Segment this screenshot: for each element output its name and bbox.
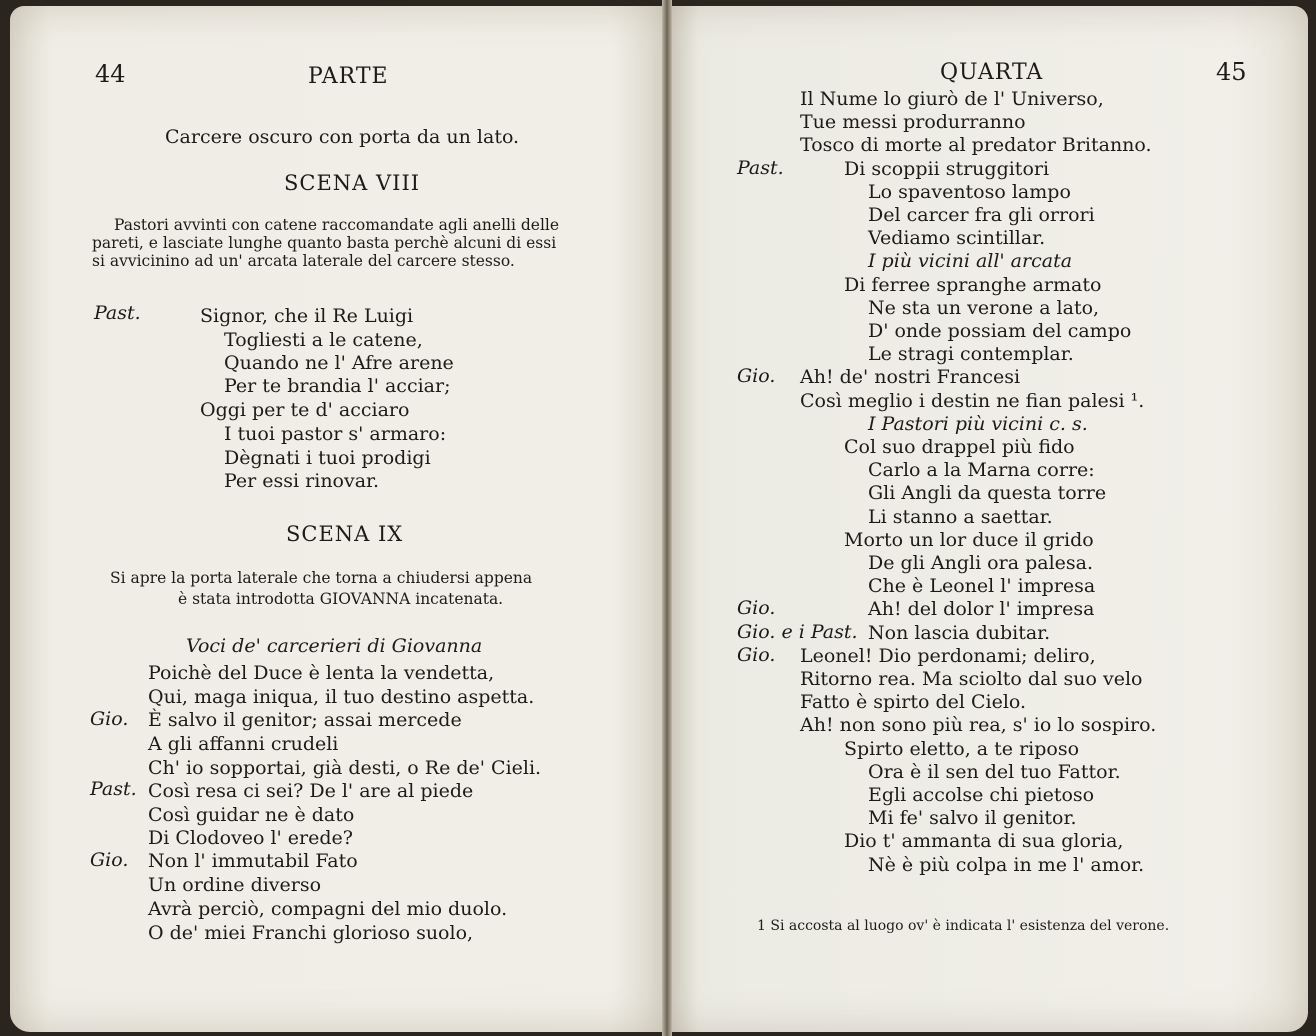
verse-line: Tosco di morte al predator Britanno. <box>800 134 1152 156</box>
verse-line: Per essi rinovar. <box>224 470 380 492</box>
left-page <box>10 6 666 1032</box>
verse-line: Lo spaventoso lampo <box>868 181 1071 203</box>
dialogue-line: Ch' io sopportai, già desti, o Re de' Cieli. <box>148 757 542 779</box>
verse-line: D' onde possiam del campo <box>868 320 1132 342</box>
scene-viii-title: SCENA VIII <box>284 171 421 195</box>
speaker-label: Gio. <box>737 597 776 619</box>
book-gutter <box>662 0 672 1036</box>
right-running-head: QUARTA <box>940 60 1044 85</box>
dialogue-line: Non l' immutabil Fato <box>148 850 358 872</box>
dialogue-line: Poichè del Duce è lenta la vendetta, <box>148 662 495 684</box>
verse-line: Ne sta un verone a lato, <box>868 297 1100 319</box>
verse-line: Oggi per te d' acciaro <box>200 399 410 421</box>
speaker-label: Past. <box>737 157 784 179</box>
dialogue-line: Qui, maga iniqua, il tuo destino aspetta. <box>148 686 535 708</box>
scene-ix-direction-line: è stata introdotta GIOVANNA incatenata. <box>178 590 504 608</box>
dialogue-line: A gli affanni crudeli <box>148 733 339 755</box>
speaker-label: Past. <box>94 302 141 324</box>
verse-line: Leonel! Dio perdonami; deliro, <box>800 645 1096 667</box>
dialogue-line: Avrà perciò, compagni del mio duolo. <box>148 898 508 920</box>
scene-viii-direction-line: Pastori avvinti con catene raccomandate agli anelli delle <box>114 216 560 234</box>
speaker-label: Gio. <box>737 365 776 387</box>
verse-line: Spirto eletto, a te riposo <box>844 738 1080 760</box>
verse-line: Morto un lor duce il grido <box>844 529 1094 551</box>
verse-line: Ah! de' nostri Francesi <box>800 366 1021 388</box>
dialogue-line: Di Clodoveo l' erede? <box>148 827 353 849</box>
verse-line: De gli Angli ora palesa. <box>868 552 1094 574</box>
dialogue-line: O de' miei Franchi glorioso suolo, <box>148 922 474 944</box>
verse-line: Il Nume lo giurò de l' Universo, <box>800 88 1104 110</box>
verse-line: Carlo a la Marna corre: <box>868 459 1095 481</box>
verse-line: Dio t' ammanta di sua gloria, <box>844 830 1124 852</box>
verse-line: Fatto è spirto del Cielo. <box>800 691 1027 713</box>
verse-line: Ora è il sen del tuo Fattor. <box>868 761 1121 783</box>
verse-line: Togliesti a le catene, <box>224 329 423 351</box>
verse-line: Ah! del dolor l' impresa <box>868 598 1095 620</box>
verse-line: Li stanno a saettar. <box>868 506 1053 528</box>
verse-line: Così meglio i destin ne fian palesi ¹. <box>800 390 1145 412</box>
speaker-label: Past. <box>90 778 137 800</box>
verse-line: Per te brandia l' acciar; <box>224 375 451 397</box>
right-page-number: 45 <box>1216 58 1247 86</box>
speaker-label: Gio. <box>90 849 129 871</box>
dialogue-line: È salvo il genitor; assai mercede <box>148 709 462 731</box>
verse-line: Signor, che il Re Luigi <box>200 305 414 327</box>
footnote: 1 Si accosta al luogo ov' è indicata l' esistenza del verone. <box>757 918 1170 934</box>
scene-ix-title: SCENA IX <box>286 522 404 546</box>
speaker-label: Gio. e i Past. <box>737 621 858 643</box>
verse-line: Del carcer fra gli orrori <box>868 204 1095 226</box>
verse-line: Non lascia dubitar. <box>868 622 1051 644</box>
left-running-head: PARTE <box>308 64 389 89</box>
verse-line: Col suo drappel più fido <box>844 436 1075 458</box>
dialogue-line: Così guidar ne è dato <box>148 804 355 826</box>
verse-line: Dègnati i tuoi prodigi <box>224 447 431 469</box>
left-page-number: 44 <box>95 60 126 88</box>
speaker-label: Gio. <box>90 708 129 730</box>
dialogue-line: Così resa ci sei? De l' are al piede <box>148 780 474 802</box>
verse-line: Le stragi contemplar. <box>868 343 1074 365</box>
verse-line: Vediamo scintillar. <box>868 227 1046 249</box>
verse-line: Che è Leonel l' impresa <box>868 575 1096 597</box>
verse-line: Mi fe' salvo il genitor. <box>868 807 1077 829</box>
dialogue-line: Un ordine diverso <box>148 874 322 896</box>
scene-viii-direction-line: pareti, e lasciate lunghe quanto basta perchè alcuni di essi <box>92 234 557 252</box>
verse-line: Di ferree spranghe armato <box>844 274 1102 296</box>
stage-direction-line: I Pastori più vicini c. s. <box>868 413 1088 435</box>
speaker-label: Gio. <box>737 644 776 666</box>
verse-line: Gli Angli da questa torre <box>868 482 1107 504</box>
verse-line: Ah! non sono più rea, s' io lo sospiro. <box>800 714 1157 736</box>
stage-direction-line: I più vicini all' arcata <box>868 250 1073 272</box>
voci-heading: Voci de' carcerieri di Giovanna <box>186 635 483 657</box>
verse-line: Quando ne l' Afre arene <box>224 352 454 374</box>
verse-line: Nè è più colpa in me l' amor. <box>868 854 1145 876</box>
verse-line: Ritorno rea. Ma sciolto dal suo velo <box>800 668 1143 690</box>
verse-line: Tue messi produrranno <box>800 111 1026 133</box>
verse-line: I tuoi pastor s' armaro: <box>224 423 447 445</box>
verse-line: Di scoppii struggitori <box>844 158 1050 180</box>
stage-setting: Carcere oscuro con porta da un lato. <box>165 126 520 148</box>
scene-ix-direction-line: Si apre la porta laterale che torna a chiudersi appena <box>110 569 533 587</box>
verse-line: Egli accolse chi pietoso <box>868 784 1095 806</box>
scene-viii-direction-line: si avvicinino ad un' arcata laterale del carcere stesso. <box>92 252 515 270</box>
